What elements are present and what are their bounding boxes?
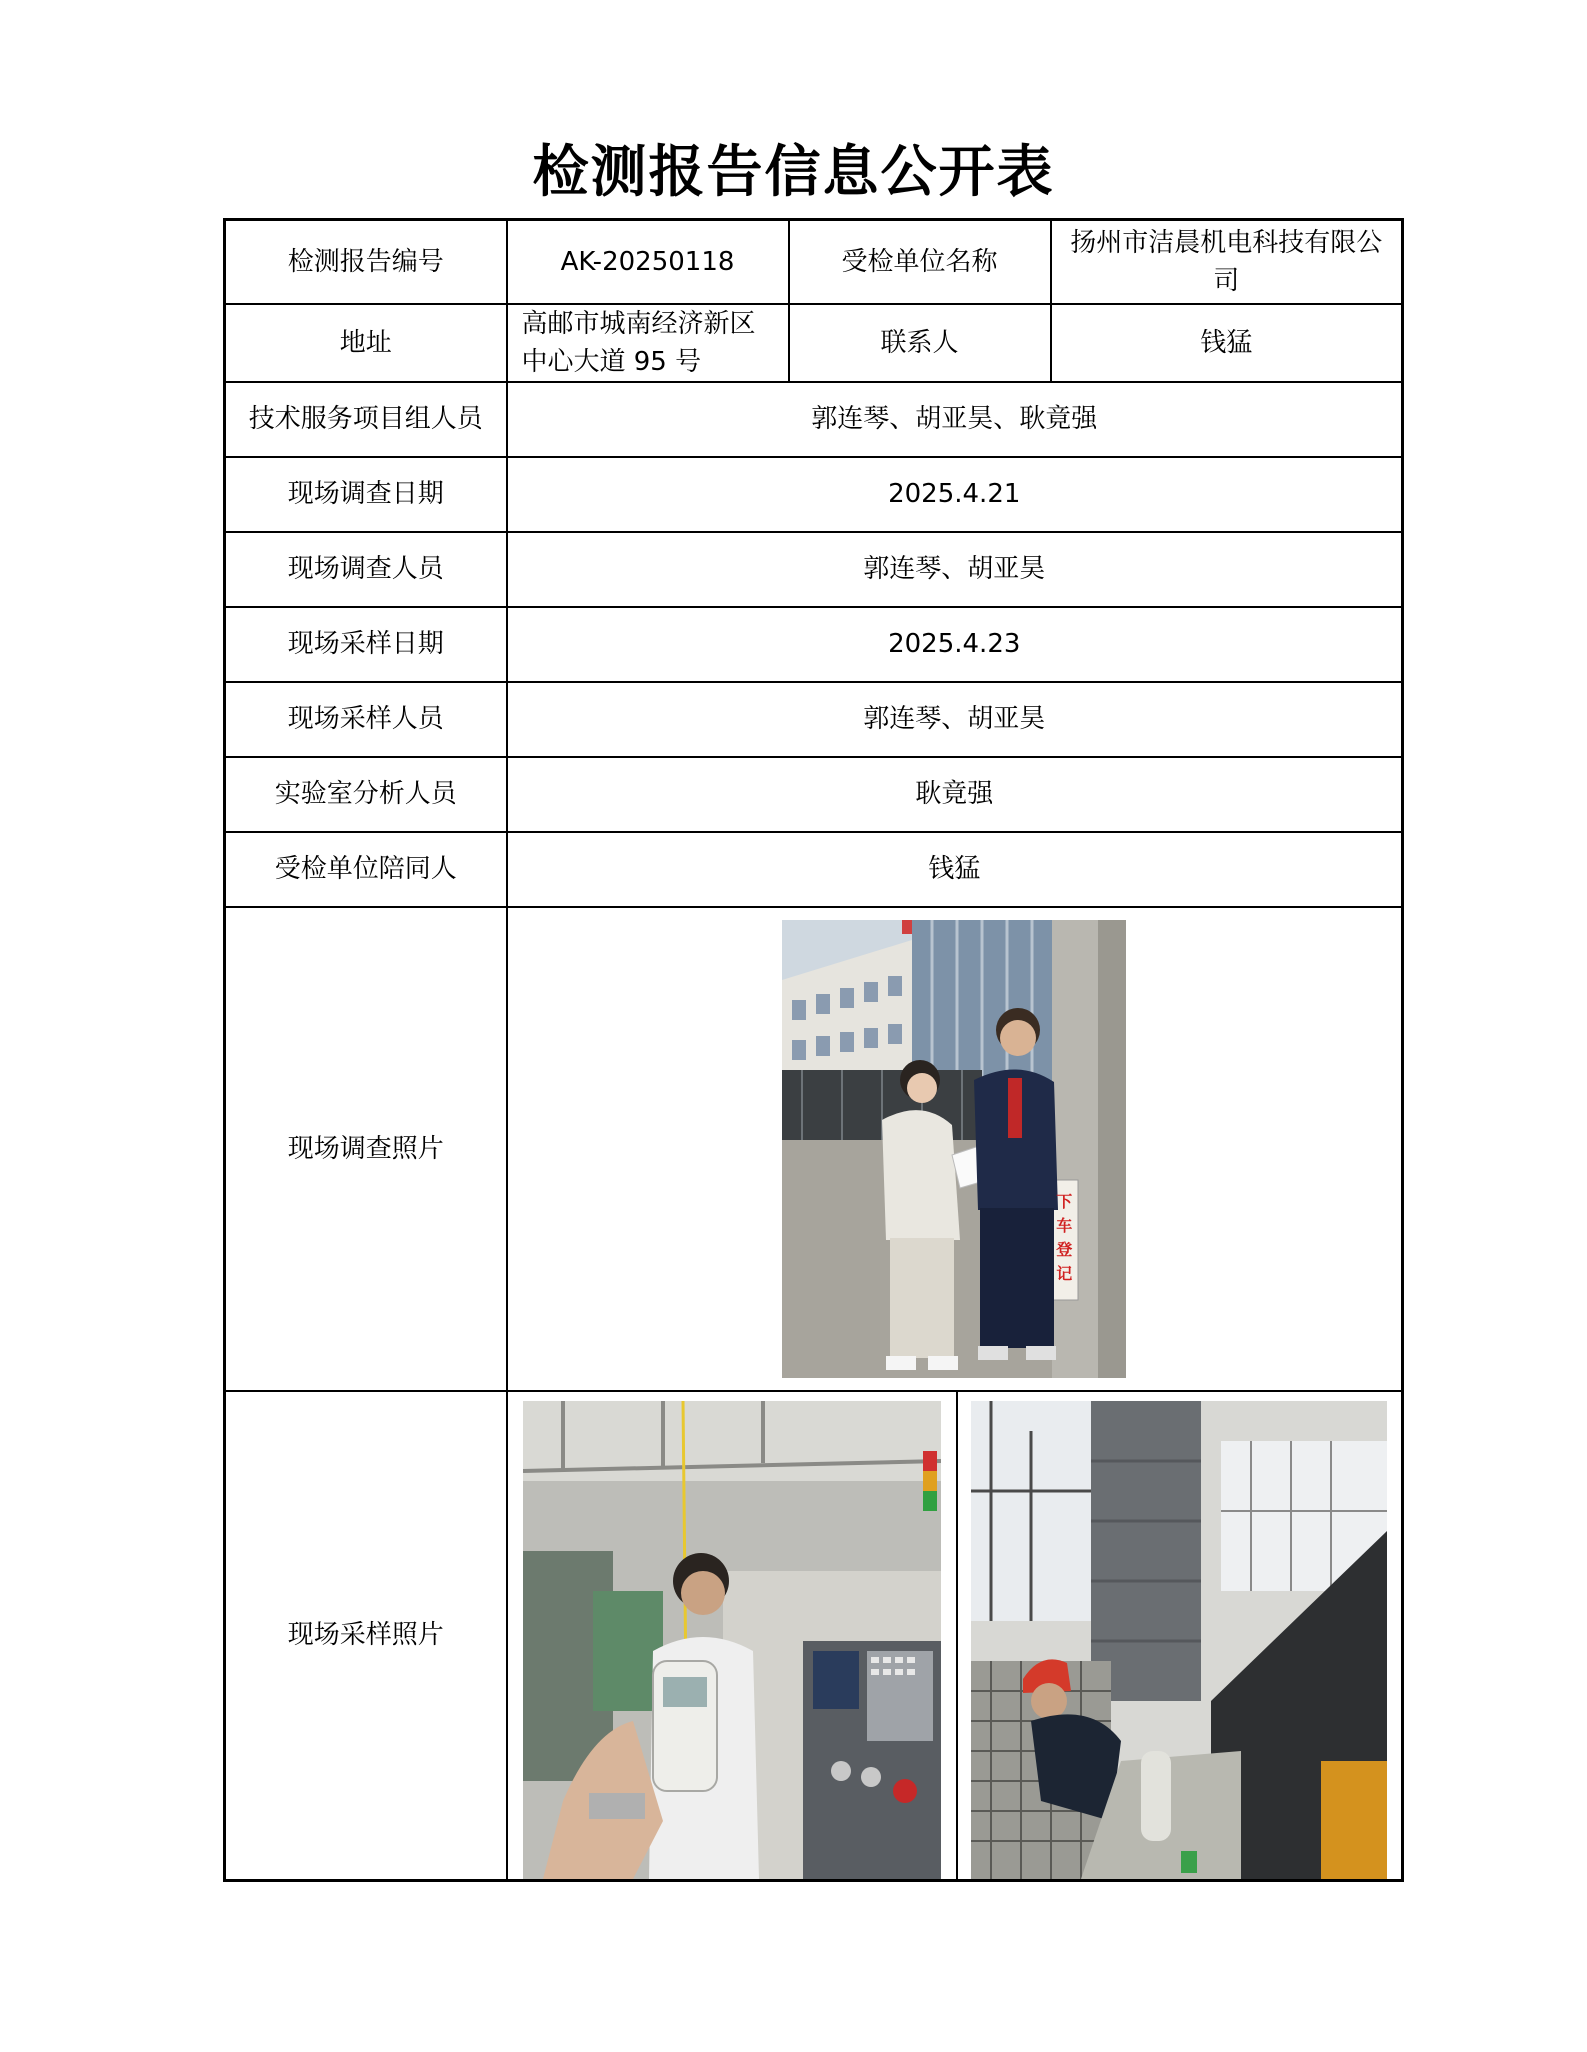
row-survey-date xyxy=(225,457,1403,532)
value-contact: 钱猛 xyxy=(1051,304,1403,382)
value-survey-staff: 郭连琴、胡亚昊 xyxy=(507,532,1403,607)
survey-photo-cell xyxy=(507,907,1403,1391)
row-sampling-date xyxy=(225,607,1403,682)
row-report-no xyxy=(225,220,1403,304)
value-survey-date: 2025.4.21 xyxy=(507,457,1403,532)
value-unit-name: 扬州市洁晨机电科技有限公司 xyxy=(1051,220,1403,304)
label-unit-name: 受检单位名称 xyxy=(789,220,1051,304)
value-sampling-date: 2025.4.23 xyxy=(507,607,1403,682)
value-team: 郭连琴、胡亚昊、耿竟强 xyxy=(507,382,1403,457)
sampling-photo-cell xyxy=(507,1391,1403,1881)
label-team: 技术服务项目组人员 xyxy=(225,382,507,457)
sampling-photo-2 xyxy=(971,1401,1387,1879)
page-title: 检测报告信息公开表 xyxy=(532,140,1055,205)
label-escort: 受检单位陪同人 xyxy=(225,832,507,907)
row-sampling-staff xyxy=(225,682,1403,757)
row-address xyxy=(225,304,1403,382)
row-sampling-photo xyxy=(225,1391,1403,1881)
label-sampling-photo: 现场采样照片 xyxy=(225,1391,507,1881)
value-address: 高邮市城南经济新区中心大道 95 号 xyxy=(507,304,789,382)
row-team xyxy=(225,382,1403,457)
label-address: 地址 xyxy=(225,304,507,382)
label-survey-staff: 现场调查人员 xyxy=(225,532,507,607)
label-report-no: 检测报告编号 xyxy=(225,220,507,304)
info-table xyxy=(223,218,1404,1882)
row-escort xyxy=(225,832,1403,907)
row-survey-staff xyxy=(225,532,1403,607)
label-survey-date: 现场调查日期 xyxy=(225,457,507,532)
row-survey-photo xyxy=(225,907,1403,1391)
value-escort: 钱猛 xyxy=(507,832,1403,907)
label-lab-staff: 实验室分析人员 xyxy=(225,757,507,832)
survey-photo-sign-text: 下车登记 xyxy=(1056,1191,1073,1283)
label-sampling-staff: 现场采样人员 xyxy=(225,682,507,757)
label-sampling-date: 现场采样日期 xyxy=(225,607,507,682)
survey-photo xyxy=(782,920,1126,1378)
value-sampling-staff: 郭连琴、胡亚昊 xyxy=(507,682,1403,757)
value-report-no: AK-20250118 xyxy=(507,220,789,304)
label-contact: 联系人 xyxy=(789,304,1051,382)
label-survey-photo: 现场调查照片 xyxy=(225,907,507,1391)
row-lab-staff xyxy=(225,757,1403,832)
sampling-photo-1 xyxy=(523,1401,941,1879)
value-lab-staff: 耿竟强 xyxy=(507,757,1403,832)
